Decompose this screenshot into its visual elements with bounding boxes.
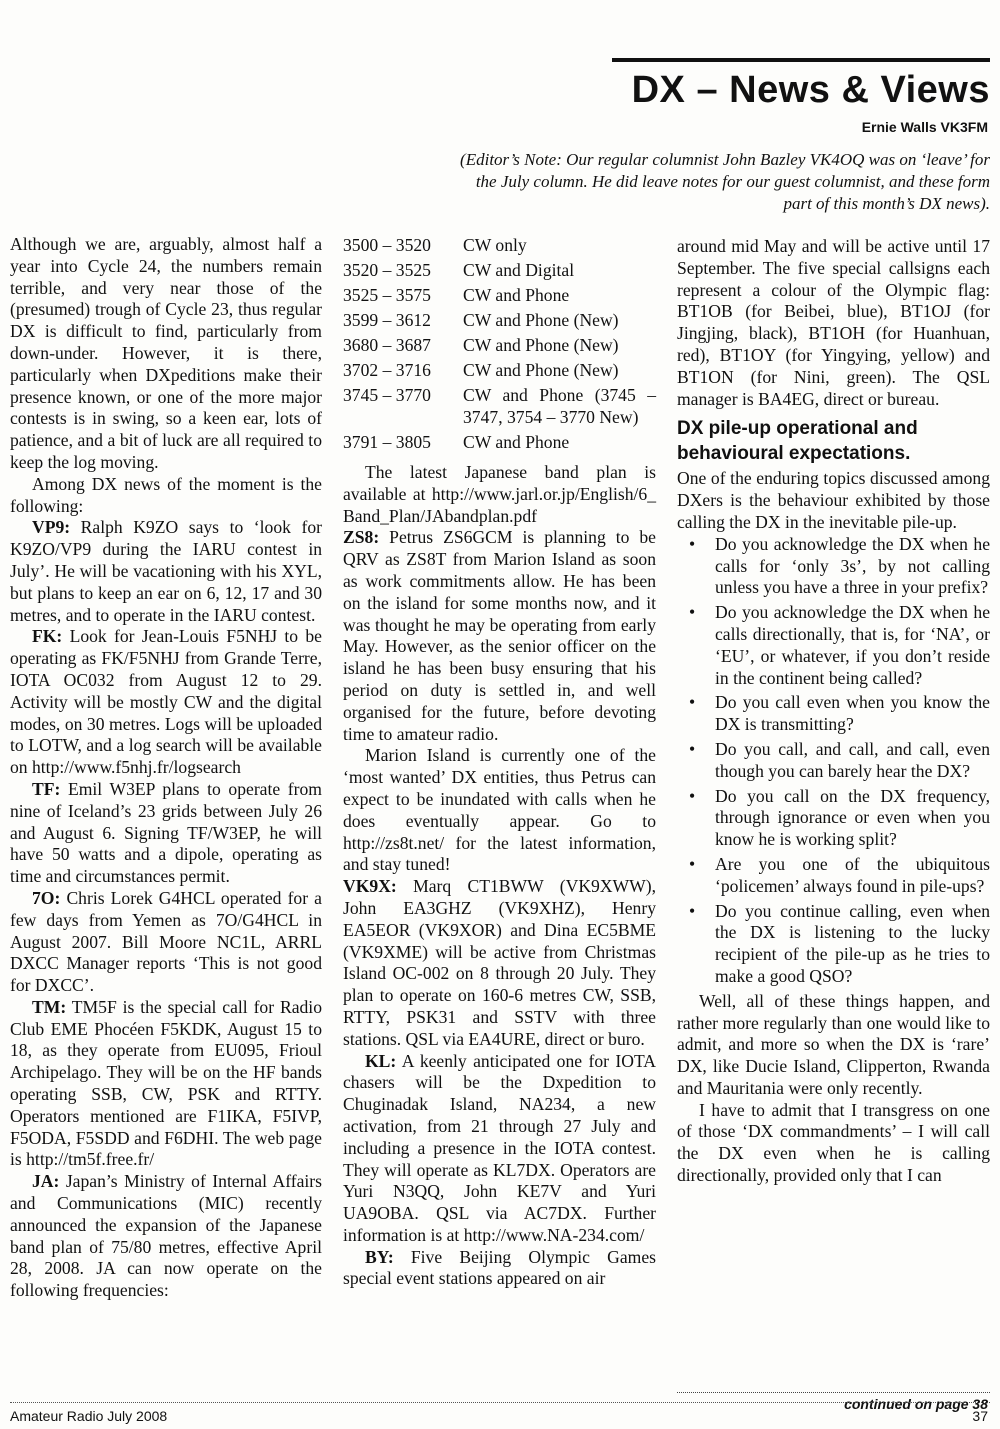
vp9-tag: VP9: xyxy=(32,517,71,538)
tm-text: TM5F is the special call for Radio Club EME Phocéen F5KDK, August 15 to 18, as they operate from EU095, Frioul Archipelago. They will be on the HF bands operating SSB, CW, PSK and RTTY. Operators mentioned are F1IKA, F5IVP, F5ODA, F5SDD and F6DHI. The web page is http://tm5f.free.fr/ xyxy=(10,996,322,1170)
vk9x-text: Marq CT1BWW (VK9XWW), John EA3GHZ (VK9XHZ), Henry EA5EOR (VK9XOR) and Dina EC5BME (VK9XME) will be active from Christmas Island OC-002 on 8 through 20 July. They plan to operate on 160-6 metres CW, SSB, RTTY, PSK31 and SSTV with three stations. QSL via EA4URE, direct or buro. xyxy=(343,876,656,1049)
well-paragraph: Well, all of these things happen, and rather more regularly than one would like to admit, and more so when the DX is ‘rare’ DX, like Ducie Island, Clipperton, Rwanda and Mauritania were only recently. xyxy=(677,990,990,1098)
column-3 xyxy=(677,236,990,1187)
7o-item xyxy=(10,888,322,997)
band-range: 3520 – 3525 xyxy=(343,260,431,280)
tm-tag: TM: xyxy=(32,996,67,1017)
editor-note: (Editor’s Note: Our regular columnist John Bazley VK4OQ was on ‘leave’ for the July column. He did leave notes for our guest columnist, and these form part of this month’s DX news). xyxy=(460,150,990,213)
band-range: 3745 – 3770 xyxy=(343,385,431,405)
page-number: 37 xyxy=(972,1408,988,1424)
list-item: • Are you one of the ubiquitous ‘policemen’ always found in pile-ups? xyxy=(715,854,990,898)
zs8-item xyxy=(343,527,656,745)
footer-magazine-title: Amateur Radio July 2008 xyxy=(10,1408,168,1424)
among-paragraph: Among DX news of the moment is the following: xyxy=(10,473,322,516)
list-item: • Do you call on the DX frequency, through ignorance or even when you know he is working split? xyxy=(715,786,990,851)
table-row xyxy=(343,384,656,431)
band-range: 3702 – 3716 xyxy=(343,360,431,380)
fk-item xyxy=(10,626,322,779)
band-mode: CW and Phone (New) xyxy=(463,335,619,355)
footer-divider xyxy=(10,1402,990,1403)
7o-text: Chris Lorek G4HCL operated for a few days from Yemen as 7O/G4HCL in August 2007. Bill Moore NC1L, ARRL DXCC Manager reports ‘This is not good for DXCC’. xyxy=(10,887,322,996)
band-range: 3599 – 3612 xyxy=(343,310,431,330)
fk-text: Look for Jean-Louis F5NHJ to be operating as FK/F5NHJ from Grande Terre, IOTA OC032 from August 12 to 29. Activity will be mostly CW and the digital modes, on 30 metres. Logs will be uploaded to LOTW, and a log search will be available on http://www.f5nhj.fr/logsearch xyxy=(10,626,322,778)
vk9x-tag: VK9X: xyxy=(343,876,397,897)
enduring-paragraph: One of the enduring topics discussed among DXers is the behaviour exhibited by those calling the DX in the inevitable pile-up. xyxy=(677,468,990,532)
band-range: 3791 – 3805 xyxy=(343,432,431,452)
page-header xyxy=(612,58,990,112)
by-item xyxy=(343,1247,656,1291)
tf-tag: TF: xyxy=(32,778,61,799)
ja-item xyxy=(10,1171,322,1302)
vp9-text: Ralph K9ZO says to ‘look for K9ZO/VP9 during the IARU contest in July’. He will be vacationing with his XYL, but plans to keep an ear on 6, 12, 17 and 30 metres, and to operate in the IARU contest. xyxy=(10,517,322,625)
7o-tag: 7O: xyxy=(32,887,61,908)
band-range: 3525 – 3575 xyxy=(343,285,431,305)
table-row xyxy=(343,359,656,384)
tf-text: Emil W3EP plans to operate from nine of Iceland’s 23 grids between July 26 and August 6. Signing TF/W3EP, he will have 50 watts and a dipole, operating as time and circumstances permit. xyxy=(10,778,322,887)
band-range: 3680 – 3687 xyxy=(343,335,431,355)
table-row xyxy=(343,334,656,359)
tm-item xyxy=(10,997,322,1171)
table-row xyxy=(343,284,656,309)
table-row xyxy=(343,309,656,334)
list-item: • Do you acknowledge the DX when he calls directionally, that is, for ‘NA’, or ‘EU’, or whatever, if you don’t reside in the continent being called? xyxy=(715,602,990,689)
kl-tag: KL: xyxy=(365,1050,397,1071)
list-item: • Do you acknowledge the DX when he calls for ‘only 3s’, by not calling unless you have a three in your prefix? xyxy=(715,534,990,599)
vk9x-item xyxy=(343,876,656,1050)
continued-divider xyxy=(677,1392,990,1393)
list-item: • Do you continue calling, even when the DX is listening to the lucky recipient of the pile-up as he tries to make a good QSO? xyxy=(715,901,990,988)
behaviour-bullet-list xyxy=(677,534,990,988)
band-mode: CW only xyxy=(463,235,527,255)
continued-on-page: continued on page 38 xyxy=(844,1396,988,1412)
band-mode: CW and Phone (New) xyxy=(463,310,619,330)
author-byline: Ernie Walls VK3FM xyxy=(861,119,988,135)
latest-band-plan-paragraph: The latest Japanese band plan is available at http://www.jarl.or.jp/English/6_ Band_Plan/JAbandplan.pdf xyxy=(343,462,656,526)
band-mode: CW and Digital xyxy=(463,260,575,280)
vp9-item xyxy=(10,517,322,626)
column-1 xyxy=(10,234,322,1302)
list-item: • Do you call even when you know the DX is transmitting? xyxy=(715,692,990,736)
table-row xyxy=(343,259,656,284)
band-mode: CW and Phone (New) xyxy=(463,360,619,380)
ja-text: Japan’s Ministry of Internal Affairs and Communications (MIC) recently announced the expansion of the Japanese band plan of 75/80 metres, effective April 28, 2008. JA can now operate on the following frequencies: xyxy=(10,1171,322,1301)
kl-item xyxy=(343,1051,656,1247)
page-title: DX – News & Views xyxy=(631,69,990,111)
transgress-paragraph: I have to admit that I transgress on one of those ‘DX commandments’ – I will call the DX even when he is calling directionally, provided only that I can xyxy=(677,1099,990,1186)
band-plan-table xyxy=(343,234,656,456)
by-continued-paragraph: around mid May and will be active until 17 September. The five special callsigns each represent a colour of the Olympic flag: BT1OB (for Beibei, blue), BT1OJ (for Jingjing, black), BT1OH (for Huanhuan, red), BT1OY (for Yingying, yellow) and BT1ON (for Nini, green). The QSL manager is BA4EG, direct or bureau. xyxy=(677,236,990,409)
list-item: • Do you call, and call, and call, even though you can barely hear the DX? xyxy=(715,739,990,783)
intro-paragraph: Although we are, arguably, almost half a year into Cycle 24, the numbers remain terrible, and very near those of the (presumed) trough of Cycle 23, thus regular DX is difficult to find, particularly from down-under. However, it is there, particularly when DXpeditions make their presence known, or one of the more major contests is in swing, so a keen ear, lots of patience, and a bit of luck are all required to keep the log moving. xyxy=(10,234,322,472)
header-rule xyxy=(612,58,990,62)
by-tag: BY: xyxy=(365,1246,394,1267)
table-row xyxy=(343,431,656,456)
marion-paragraph: Marion Island is currently one of the ‘most wanted’ DX entities, thus Petrus can expect to be inundated with calls when he does eventually appear. Go to http://zs8t.net/ for the latest information, and stay tuned! xyxy=(343,745,656,875)
zs8-tag: ZS8: xyxy=(343,527,380,548)
kl-text: A keenly anticipated one for IOTA chasers will be the Dxpedition to Chuginadak Island, NA234, a new activation, from 21 through 27 July and including a presence in the IOTA contest. They will operate as KL7DX. Operators are Yuri N3QQ, John KE7V and Yuri UA9OBA. QSL via AC7DX. Further information is at http://www.NA-234.com/ xyxy=(343,1050,656,1245)
by-text: Five Beijing Olympic Games special event stations appeared on air xyxy=(343,1246,656,1289)
band-mode: CW and Phone (3745 – 3747, 3754 – 3770 New) xyxy=(463,385,656,427)
zs8-text: Petrus ZS6GCM is planning to be QRV as ZS8T from Marion Island as soon as work commitments allow. He has been on the island for some months now, and it was thought he may be operating from early May. However, as the senior officer on the island he has been busy ensuring that his period on duty is settled in, and well organised for the future, before devoting time to amateur radio. xyxy=(343,527,656,744)
ja-tag: JA: xyxy=(32,1171,60,1192)
band-mode: CW and Phone xyxy=(463,432,570,452)
table-row xyxy=(343,234,656,259)
column-2 xyxy=(343,234,656,1290)
section-subheading: DX pile-up operational and behavioural expectations. xyxy=(677,418,918,465)
tf-item xyxy=(10,779,322,888)
band-range: 3500 – 3520 xyxy=(343,235,431,255)
fk-tag: FK: xyxy=(32,626,63,647)
band-mode: CW and Phone xyxy=(463,285,570,305)
